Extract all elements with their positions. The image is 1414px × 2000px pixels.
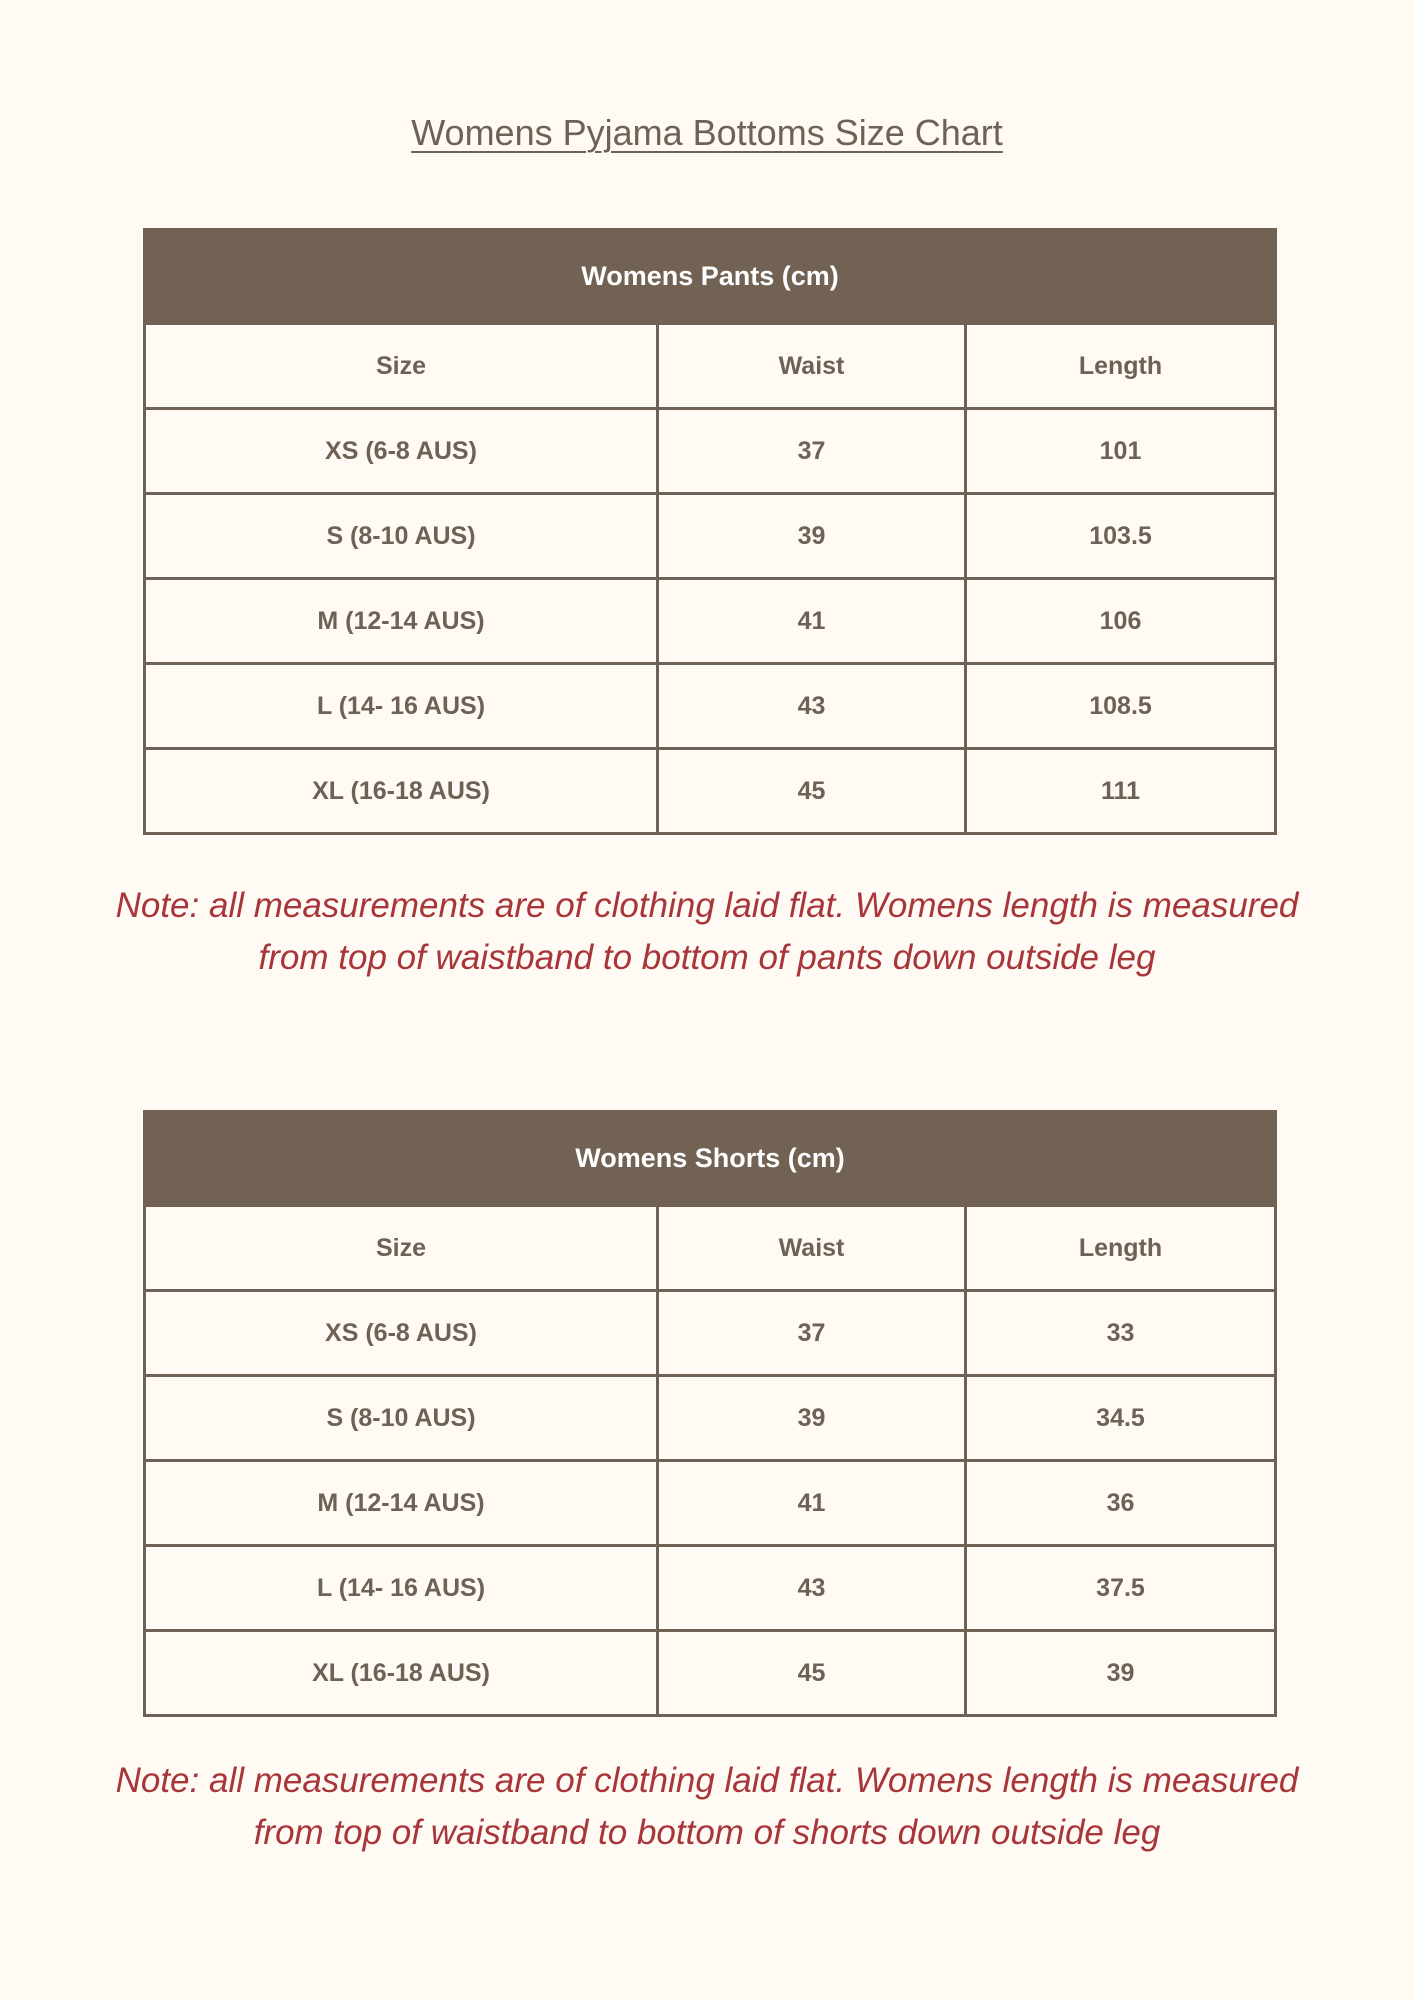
size-cell: XL (16-18 AUS) [145, 1631, 658, 1716]
table-row [145, 1291, 1276, 1376]
pants-header-row [145, 324, 1276, 409]
shorts-table-title: Womens Shorts (cm) [145, 1112, 1276, 1206]
waist-cell: 43 [658, 664, 966, 749]
note-line: from top of waistband to bottom of pants down outside leg [258, 938, 1156, 977]
waist-cell: 41 [658, 579, 966, 664]
waist-cell: 39 [658, 1376, 966, 1461]
table-row [145, 409, 1276, 494]
pants-measurement-note [100, 880, 1314, 984]
pants-size-table [143, 228, 1277, 835]
table-row [145, 1461, 1276, 1546]
column-header-length: Length [966, 1206, 1276, 1291]
note-line: Note: all measurements are of clothing laid flat. Womens length is measured [115, 886, 1299, 925]
size-cell: S (8-10 AUS) [145, 494, 658, 579]
length-cell: 108.5 [966, 664, 1276, 749]
size-cell: XL (16-18 AUS) [145, 749, 658, 834]
size-cell: M (12-14 AUS) [145, 1461, 658, 1546]
shorts-size-table [143, 1110, 1277, 1717]
length-cell: 101 [966, 409, 1276, 494]
note-line: Note: all measurements are of clothing laid flat. Womens length is measured [115, 1761, 1299, 1800]
length-cell: 34.5 [966, 1376, 1276, 1461]
length-cell: 111 [966, 749, 1276, 834]
waist-cell: 45 [658, 1631, 966, 1716]
column-header-length: Length [966, 324, 1276, 409]
table-row [145, 494, 1276, 579]
shorts-measurement-note [100, 1755, 1314, 1859]
table-row [145, 664, 1276, 749]
table-row [145, 1376, 1276, 1461]
size-cell: S (8-10 AUS) [145, 1376, 658, 1461]
note-line: from top of waistband to bottom of shorts down outside leg [253, 1813, 1161, 1852]
size-cell: L (14- 16 AUS) [145, 664, 658, 749]
waist-cell: 37 [658, 1291, 966, 1376]
length-cell: 103.5 [966, 494, 1276, 579]
length-cell: 106 [966, 579, 1276, 664]
size-cell: XS (6-8 AUS) [145, 409, 658, 494]
shorts-header-row [145, 1206, 1276, 1291]
waist-cell: 39 [658, 494, 966, 579]
column-header-waist: Waist [658, 324, 966, 409]
table-row [145, 579, 1276, 664]
column-header-size: Size [145, 324, 658, 409]
column-header-waist: Waist [658, 1206, 966, 1291]
length-cell: 39 [966, 1631, 1276, 1716]
waist-cell: 45 [658, 749, 966, 834]
waist-cell: 41 [658, 1461, 966, 1546]
table-row [145, 749, 1276, 834]
length-cell: 37.5 [966, 1546, 1276, 1631]
size-cell: XS (6-8 AUS) [145, 1291, 658, 1376]
size-cell: M (12-14 AUS) [145, 579, 658, 664]
pants-table-title: Womens Pants (cm) [145, 230, 1276, 324]
size-cell: L (14- 16 AUS) [145, 1546, 658, 1631]
table-row [145, 1546, 1276, 1631]
page-title: Womens Pyjama Bottoms Size Chart [411, 112, 1003, 153]
table-row [145, 1631, 1276, 1716]
length-cell: 33 [966, 1291, 1276, 1376]
waist-cell: 37 [658, 409, 966, 494]
length-cell: 36 [966, 1461, 1276, 1546]
column-header-size: Size [145, 1206, 658, 1291]
waist-cell: 43 [658, 1546, 966, 1631]
